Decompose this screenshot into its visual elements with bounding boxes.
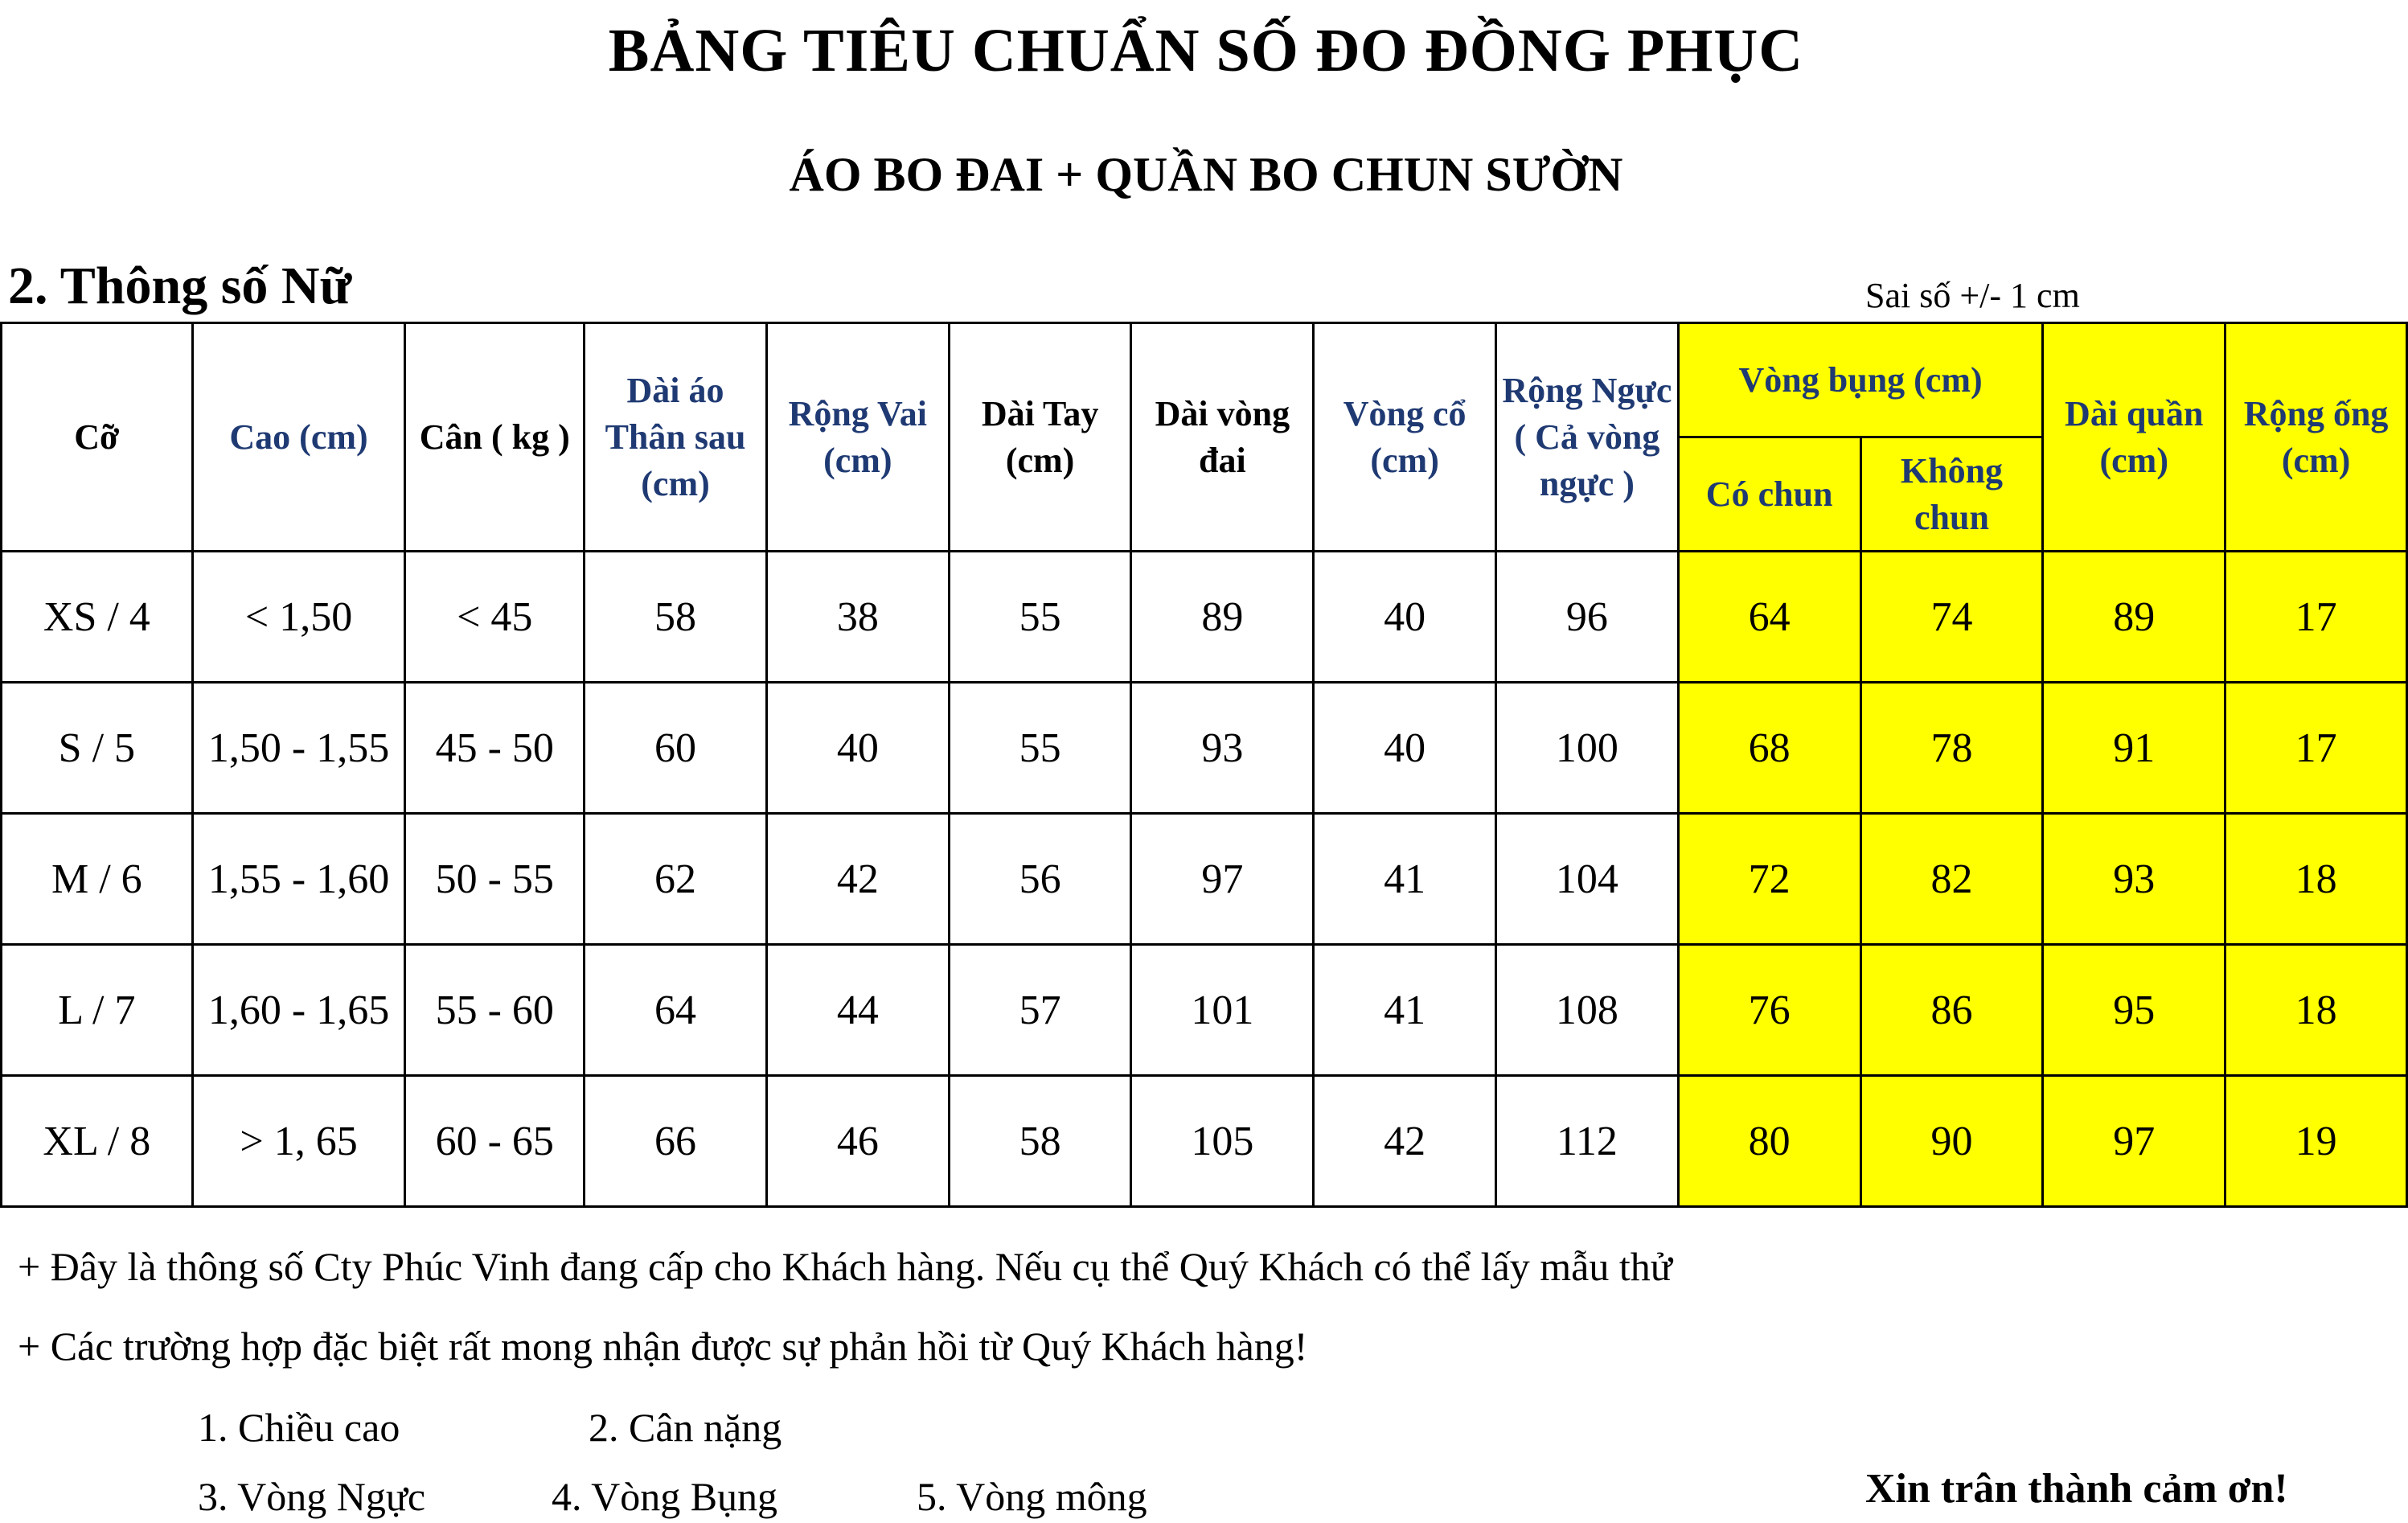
cell-leg-width: 18 [2225,945,2407,1076]
cell-neck: 41 [1314,814,1496,945]
cell-pants-length: 97 [2043,1076,2225,1207]
cell-weight: 45 - 50 [405,683,585,814]
thanks-note: Xin trân thành cảm ơn! [1865,1466,2288,1512]
cell-back-length: 64 [585,945,767,1076]
cell-waist-elastic: 80 [1678,1076,1860,1207]
section-title: 2. Thông số Nữ [8,257,352,315]
cell-leg-width: 17 [2225,683,2407,814]
cell-shoulder: 38 [766,552,949,683]
cell-back-length: 60 [585,683,767,814]
cell-waist-no-elastic: 78 [1860,683,2043,814]
cell-height: 1,60 - 1,65 [192,945,405,1076]
cell-sleeve: 56 [949,814,1131,945]
header-height: Cao (cm) [192,323,405,552]
cell-waist-elastic: 72 [1678,814,1860,945]
header-belt-length: Dài vòng đai [1131,323,1314,552]
cell-pants-length: 93 [2043,814,2225,945]
cell-size: XS / 4 [2,552,193,683]
table-row [2,1076,2407,1207]
cell-chest: 100 [1496,683,1679,814]
size-table [0,322,2408,1208]
cell-chest: 96 [1496,552,1679,683]
header-sleeve: Dài Tay (cm) [949,323,1131,552]
header-waist-group: Vòng bụng (cm) [1678,323,2043,437]
cell-waist-no-elastic: 74 [1860,552,2043,683]
cell-waist-no-elastic: 82 [1860,814,2043,945]
cell-neck: 40 [1314,683,1496,814]
measure-item: 3. Vòng Ngực [198,1474,426,1519]
cell-leg-width: 18 [2225,814,2407,945]
note-1: + Đây là thông số Cty Phúc Vinh đang cấp cho Khách hàng. Nếu cụ thể Quý Khách có thể lấy mẫu thử [18,1244,1672,1289]
cell-shoulder: 40 [766,683,949,814]
table-body [2,552,2407,1207]
measure-item: 2. Cân nặng [589,1405,782,1450]
header-back-length: Dài áo Thân sau (cm) [585,323,767,552]
cell-shoulder: 42 [766,814,949,945]
cell-chest: 112 [1496,1076,1679,1207]
cell-neck: 42 [1314,1076,1496,1207]
header-weight: Cân ( kg ) [405,323,585,552]
cell-weight: 50 - 55 [405,814,585,945]
cell-leg-width: 19 [2225,1076,2407,1207]
cell-waist-elastic: 76 [1678,945,1860,1076]
cell-sleeve: 57 [949,945,1131,1076]
measure-item: 5. Vòng mông [917,1474,1147,1519]
table-row [2,945,2407,1076]
cell-size: S / 5 [2,683,193,814]
cell-belt-length: 89 [1131,552,1314,683]
cell-neck: 41 [1314,945,1496,1076]
header-chest: Rộng Ngực ( Cả vòng ngực ) [1496,323,1679,552]
cell-pants-length: 95 [2043,945,2225,1076]
page-subtitle: ÁO BO ĐAI + QUẦN BO CHUN SƯỜN [789,148,1623,201]
cell-chest: 108 [1496,945,1679,1076]
cell-pants-length: 89 [2043,552,2225,683]
cell-height: > 1, 65 [192,1076,405,1207]
cell-size: M / 6 [2,814,193,945]
cell-shoulder: 44 [766,945,949,1076]
cell-back-length: 62 [585,814,767,945]
note-2: + Các trường hợp đặc biệt rất mong nhận được sự phản hồi từ Quý Khách hàng! [18,1324,1308,1369]
cell-belt-length: 97 [1131,814,1314,945]
cell-belt-length: 105 [1131,1076,1314,1207]
table-header [2,323,2407,552]
table-row [2,552,2407,683]
cell-waist-no-elastic: 90 [1860,1076,2043,1207]
header-neck: Vòng cổ (cm) [1314,323,1496,552]
cell-neck: 40 [1314,552,1496,683]
cell-shoulder: 46 [766,1076,949,1207]
cell-height: 1,50 - 1,55 [192,683,405,814]
cell-chest: 104 [1496,814,1679,945]
cell-height: 1,55 - 1,60 [192,814,405,945]
measure-item: 1. Chiều cao [198,1405,400,1450]
table-row [2,683,2407,814]
cell-waist-no-elastic: 86 [1860,945,2043,1076]
cell-back-length: 58 [585,552,767,683]
cell-pants-length: 91 [2043,683,2225,814]
cell-weight: 55 - 60 [405,945,585,1076]
cell-size: L / 7 [2,945,193,1076]
cell-belt-length: 101 [1131,945,1314,1076]
header-pants-length: Dài quần (cm) [2043,323,2225,552]
header-waist-no-elastic: Không chun [1860,437,2043,552]
cell-waist-elastic: 68 [1678,683,1860,814]
cell-sleeve: 58 [949,1076,1131,1207]
cell-belt-length: 93 [1131,683,1314,814]
header-size: Cỡ [2,323,193,552]
table-row [2,814,2407,945]
cell-weight: 60 - 65 [405,1076,585,1207]
tolerance-note: Sai số +/- 1 cm [1865,276,2080,315]
header-waist-elastic: Có chun [1678,437,1860,552]
cell-sleeve: 55 [949,552,1131,683]
header-leg-width: Rộng ống (cm) [2225,323,2407,552]
cell-height: < 1,50 [192,552,405,683]
header-shoulder: Rộng Vai (cm) [766,323,949,552]
page-title: BẢNG TIÊU CHUẨN SỐ ĐO ĐỒNG PHỤC [608,17,1804,84]
cell-sleeve: 55 [949,683,1131,814]
measure-item: 4. Vòng Bụng [552,1474,778,1519]
cell-size: XL / 8 [2,1076,193,1207]
cell-leg-width: 17 [2225,552,2407,683]
cell-waist-elastic: 64 [1678,552,1860,683]
cell-back-length: 66 [585,1076,767,1207]
cell-weight: < 45 [405,552,585,683]
